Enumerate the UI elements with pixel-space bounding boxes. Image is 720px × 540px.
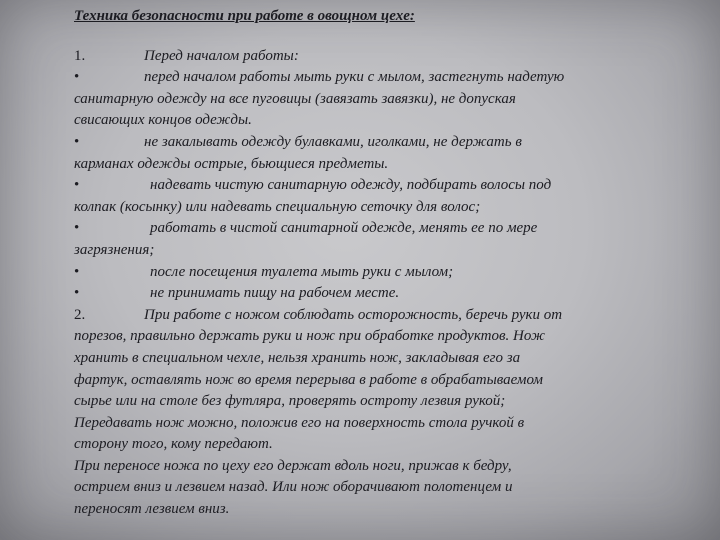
bullet-text: перед началом работы мыть руки с мылом, застегнуть надетую [144, 69, 565, 86]
section-2-line: сырье или на столе без футляра, проверять остроту лезвия рукой; [74, 393, 506, 410]
bullet-continuation: свисающих концов одежды. [74, 112, 252, 129]
section-1-heading [74, 46, 664, 68]
bullet-continuation: санитарную одежду на все пуговицы (завязать завязки), не допуская [74, 90, 516, 107]
bullet-item [74, 283, 664, 305]
bullet-continuation: загрязнения; [74, 241, 155, 258]
bullet-text: надевать чистую санитарную одежду, подбирать волосы под [150, 177, 552, 194]
section-2-line: хранить в специальном чехле, нельзя хранить нож, закладывая его за [74, 349, 521, 366]
bullet-item [74, 175, 664, 197]
section-2-line: При переносе ножа по цеху его держат вдоль ноги, прижав к бедру, [74, 457, 512, 474]
section-2-line: Передавать нож можно, положив его на поверхность стола ручкой в [74, 414, 525, 431]
bullet-continuation: колпак (косынку) или надевать специальную сеточку для волос; [74, 198, 481, 215]
bullet-item [74, 67, 664, 89]
bullet-marker: • [74, 69, 80, 86]
bullet-marker: • [74, 133, 80, 150]
section-number: 1. [74, 47, 86, 64]
bullet-item [74, 262, 664, 284]
bullet-text: работать в чистой санитарной одежде, менять ее по мере [150, 220, 538, 237]
bullet-item [74, 218, 664, 240]
section-2-line: порезов, правильно держать руки и нож при обработке продуктов. Нож [74, 328, 545, 345]
section-2-line: фартук, оставлять нож во время перерыва в работе в обрабатываемом [74, 371, 544, 388]
bullet-marker: • [74, 263, 80, 280]
bullet-item [74, 132, 664, 154]
section-text: При работе с ножом соблюдать осторожность, беречь руки от [144, 306, 563, 323]
section-2-line: острием вниз и лезвием назад. Или нож оборачивают полотенцем и [74, 479, 513, 496]
page-title: Техника безопасности при работе в овощном цехе: [74, 8, 415, 24]
section-heading-text: Перед началом работы: [144, 47, 299, 64]
document-body [74, 6, 664, 521]
bullet-continuation: карманах одежды острые, бьющиеся предметы. [74, 155, 389, 172]
bullet-marker: • [74, 177, 80, 194]
bullet-marker: • [74, 220, 80, 237]
section-2-first-line [74, 305, 664, 327]
bullet-text: после посещения туалета мыть руки с мылом; [150, 263, 454, 280]
section-2-line: сторону того, кому передают. [74, 436, 273, 453]
bullet-marker: • [74, 285, 80, 302]
bullet-text: не принимать пищу на рабочем месте. [150, 285, 400, 302]
section-number: 2. [74, 306, 86, 323]
bullet-text: не закалывать одежду булавками, иголками, не держать в [144, 133, 522, 150]
section-2-line: переносят лезвием вниз. [74, 501, 230, 518]
